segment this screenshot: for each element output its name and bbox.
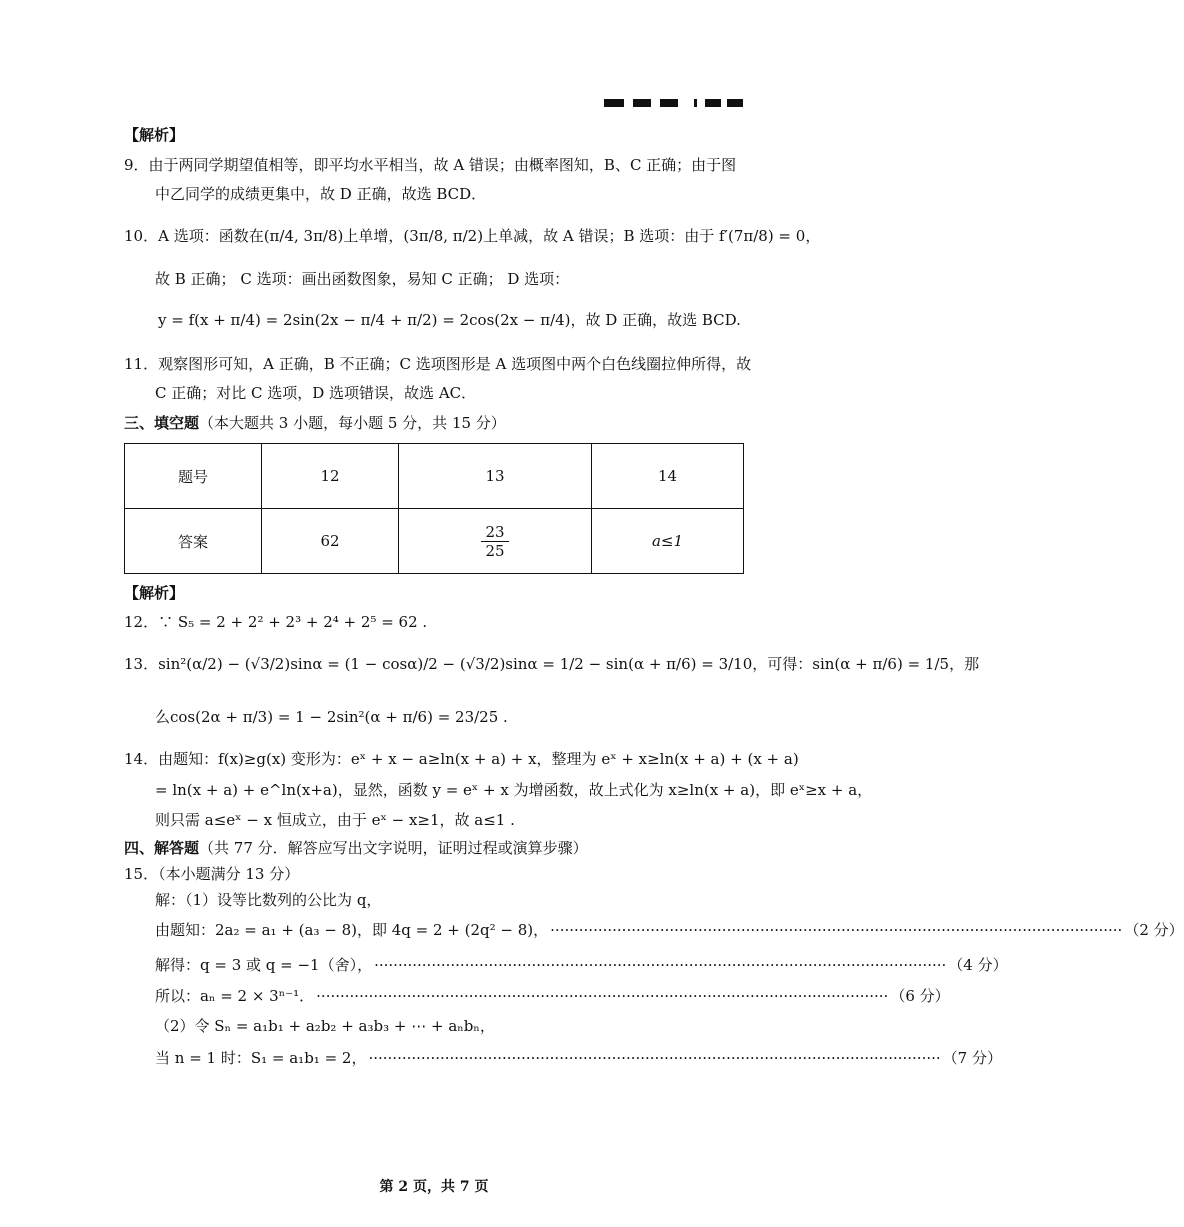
- q12-line: 12．∵ S₅ = 2 + 2² + 2³ + 2⁴ + 2⁵ = 62 .: [124, 613, 428, 631]
- q11-line-1: 11．观察图形可知，A 正确，B 不正确；C 选项图形是 A 选项图中两个白色线圈拉伸所得，故: [124, 355, 752, 373]
- table-answer-label: 答案: [125, 509, 262, 574]
- q14-line-2: = ln(x + a) + e^ln(x+a)，显然，函数 y = eˣ + x 为增函数，故上式化为 x≥ln(x + a)，即 eˣ≥x + a，: [155, 781, 873, 799]
- section-3-note: （本大题共 3 小题，每小题 5 分，共 15 分）: [199, 414, 506, 432]
- analysis-heading-2: 【解析】: [124, 584, 185, 602]
- q14-line-3: 则只需 a≤eˣ − x 恒成立，由于 eˣ − x≥1，故 a≤1 .: [155, 811, 515, 829]
- q10-line-2: 故 B 正确； C 选项：画出函数图象，易知 C 正确； D 选项：: [155, 270, 570, 288]
- table-header-14: 14: [592, 444, 744, 509]
- q15-step: [155, 920, 1184, 940]
- page-footer: 第 2 页，共 7 页: [379, 1179, 489, 1195]
- q10-line-3: y = f(x + π/4) = 2sin(2x − π/4 + π/2) = 2cos(2x − π/4)，故 D 正确，故选 BCD.: [158, 311, 741, 329]
- q15-step-text: 当 n = 1 时：S₁ = a₁b₁ = 2，: [155, 1049, 367, 1067]
- section-4-heading: [124, 838, 588, 858]
- leader-dots: ························································································································: [316, 987, 889, 1005]
- q15-step: [155, 1016, 745, 1036]
- table-header-label: 题号: [125, 444, 262, 509]
- q10-line-1: 10．A 选项：函数在(π/4, 3π/8)上单增，(3π/8, π/2)上单减，故 A 错误；B 选项：由于 f′(7π/8) = 0，: [124, 227, 821, 245]
- q15-step-text: （2）令 Sₙ = a₁b₁ + a₂b₂ + a₃b₃ + ⋯ + aₙbₙ，: [155, 1017, 495, 1035]
- leader-dots: ························································································································: [374, 956, 947, 974]
- q15-step: [155, 890, 745, 910]
- section-4-note: （共 77 分．解答应写出文字说明，证明过程或演算步骤）: [199, 839, 588, 857]
- section-3-title: 三、填空题: [124, 414, 200, 432]
- q15-heading: 15．（本小题满分 13 分）: [124, 865, 300, 883]
- fraction: [481, 523, 508, 560]
- q15-step-score: （4 分）: [948, 956, 1008, 974]
- q14-line-1: 14．由题知：f(x)≥g(x) 变形为：eˣ + x − a≥ln(x + a) + x，整理为 eˣ + x≥ln(x + a) + (x + a): [124, 750, 799, 768]
- q11-line-2: C 正确；对比 C 选项，D 选项错误，故选 AC．: [155, 384, 477, 402]
- table-answer-12: 62: [262, 509, 399, 574]
- table-answer-14: a≤1: [592, 509, 744, 574]
- q13-line-2: 么cos(2α + π/3) = 1 − 2sin²(α + π/6) = 23/25 .: [155, 708, 508, 726]
- analysis-heading-1: 【解析】: [124, 126, 185, 144]
- q15-step: [155, 955, 1008, 975]
- table-answer-13: [399, 509, 592, 574]
- q15-step: [155, 986, 950, 1006]
- q15-step-score: （7 分）: [942, 1049, 1002, 1067]
- fraction-numerator: 23: [481, 523, 508, 542]
- q13-line-1: 13．sin²(α/2) − (√3/2)sinα = (1 − cosα)/2 − (√3/2)sinα = 1/2 − sin(α + π/6) = 3/10，可得：sin(α + π/6) = 1/5，那: [124, 655, 980, 673]
- q9-line-2: 中乙同学的成绩更集中，故 D 正确，故选 BCD．: [155, 185, 487, 203]
- q15-step-text: 所以：aₙ = 2 × 3ⁿ⁻¹．: [155, 987, 315, 1005]
- q15-step-text: 由题知：2a₂ = a₁ + (a₃ − 8)，即 4q = 2 + (2q² − 8)，: [155, 921, 549, 939]
- fraction-denominator: 25: [485, 541, 505, 560]
- q15-step-text: 解：（1）设等比数列的公比为 q，: [155, 891, 382, 909]
- answer-table: [124, 443, 744, 574]
- leader-dots: ························································································································: [368, 1049, 941, 1067]
- q15-step-score: （6 分）: [890, 987, 950, 1005]
- q15-step-text: 解得：q = 3 或 q = −1（舍），: [155, 956, 373, 974]
- table-header-12: 12: [262, 444, 399, 509]
- table-header-13: 13: [399, 444, 592, 509]
- q15-step: [155, 1048, 1002, 1068]
- header-marks: [604, 99, 743, 108]
- section-4-title: 四、解答题: [124, 839, 200, 857]
- section-3-heading: [124, 413, 506, 433]
- leader-dots: ························································································································: [550, 921, 1123, 939]
- q9-line-1: 9．由于两同学期望值相等，即平均水平相当，故 A 错误；由概率图知，B、C 正确；由于图: [124, 156, 737, 174]
- q15-step-score: （2 分）: [1124, 921, 1184, 939]
